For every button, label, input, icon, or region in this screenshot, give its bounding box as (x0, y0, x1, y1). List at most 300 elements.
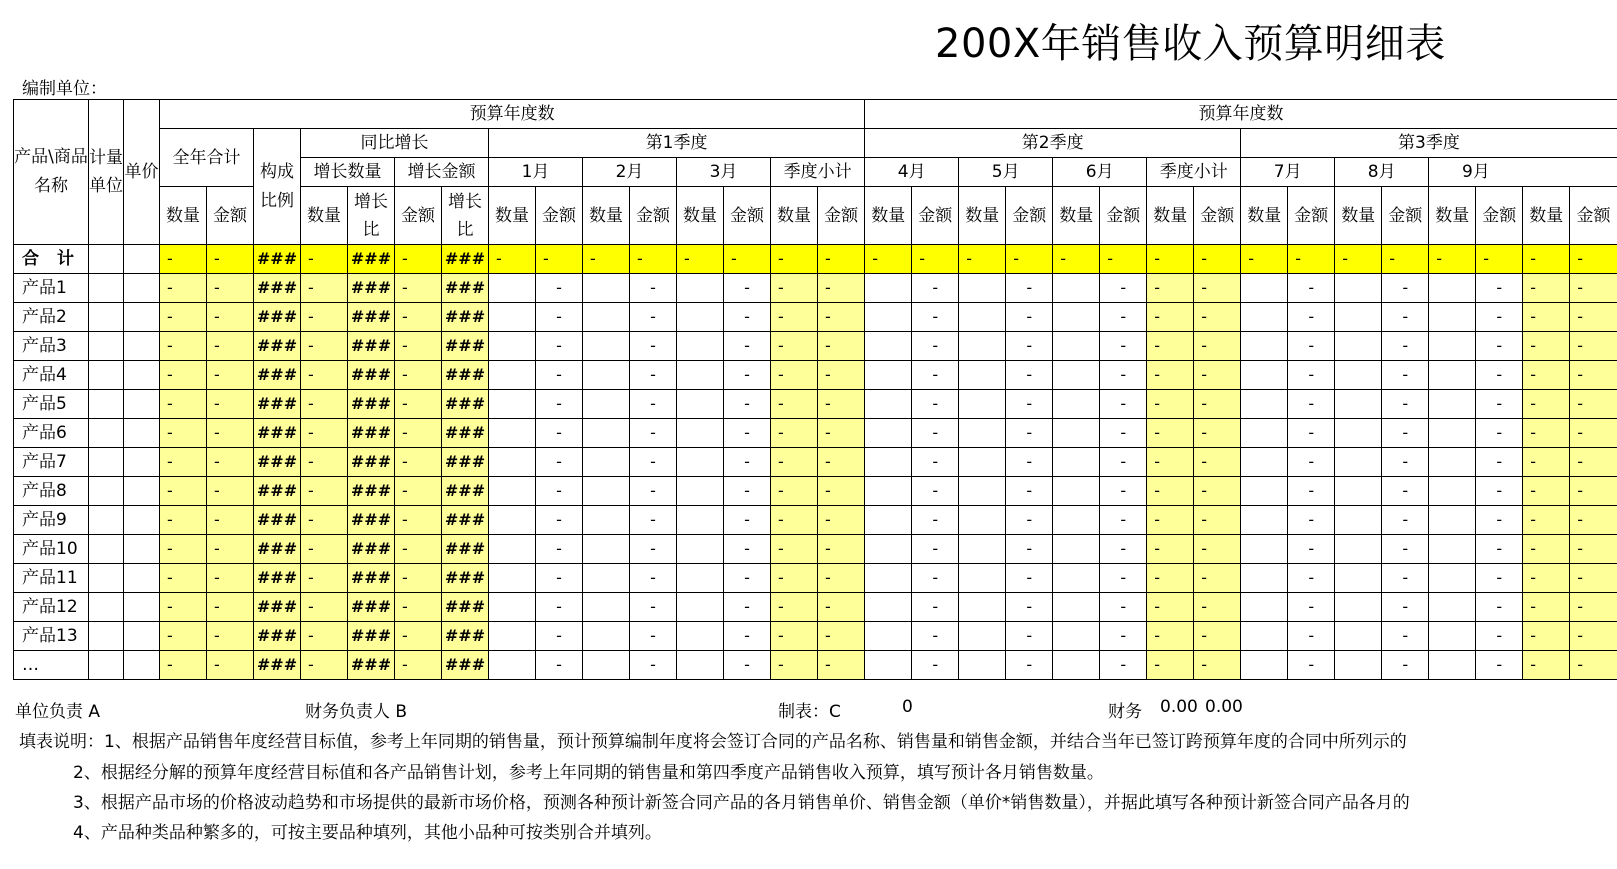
annual-amount-cell: - (207, 448, 254, 477)
subtotal-qty-cell: - (771, 622, 818, 651)
subtotal-amount-cell: - (1194, 390, 1241, 419)
growth-amount-sub-header: 金额 (395, 187, 442, 245)
month-amount-cell: - (1476, 419, 1523, 448)
month-amount-cell: - (1476, 361, 1523, 390)
product-name: 产品6 (14, 419, 89, 448)
month-qty-cell (1335, 651, 1382, 680)
growth-amount-ratio-cell: ### (442, 448, 489, 477)
growth-amount-cell: - (395, 622, 442, 651)
month-amount-cell: - (1476, 390, 1523, 419)
growth-qty-cell: - (301, 419, 348, 448)
month-amount-cell: - (536, 361, 583, 390)
unit-price-cell (124, 390, 160, 419)
month-amount-cell: - (912, 245, 959, 274)
month-qty-cell (489, 390, 536, 419)
composition-cell: ### (254, 564, 301, 593)
month-amount-cell: - (1006, 535, 1053, 564)
subtotal-amount-cell: - (818, 448, 865, 477)
annual-qty-cell: - (160, 274, 207, 303)
growth-amount-cell: - (395, 593, 442, 622)
growth-qty-sub-header: 数量 (301, 187, 348, 245)
month-qty-cell: - (489, 245, 536, 274)
growth-qty-cell: - (301, 506, 348, 535)
month-qty-cell (1335, 274, 1382, 303)
month-amount-cell: - (1288, 245, 1335, 274)
subtotal-qty-cell: - (1523, 245, 1570, 274)
month-amount-cell: - (1006, 390, 1053, 419)
period-amount-header: 金额 (724, 187, 771, 245)
month-2-header: 2月 (583, 158, 677, 187)
month-amount-cell: - (630, 390, 677, 419)
annual-amount-cell: - (207, 651, 254, 680)
month-qty-cell (1429, 593, 1476, 622)
growth-amount-ratio-cell: ### (442, 651, 489, 680)
subtotal-amount-cell: - (818, 390, 865, 419)
month-qty-cell (1241, 303, 1288, 332)
subtotal-qty-cell: - (1147, 477, 1194, 506)
month-amount-cell: - (1006, 448, 1053, 477)
subtotal-amount-cell: - (818, 477, 865, 506)
month-qty-cell (959, 477, 1006, 506)
month-amount-cell: - (630, 535, 677, 564)
subtotal-amount-cell: - (1570, 593, 1617, 622)
note-line-3: 3、根据产品市场的价格波动趋势和市场提供的最新市场价格，预测各种预计新签合同产品的各月销售单价、销售金额（单价*销售数量），并据此填写各种预计新签合同产品各月的 (73, 793, 1410, 813)
month-amount-cell: - (1288, 361, 1335, 390)
annual-qty-cell: - (160, 361, 207, 390)
annual-qty-cell: - (160, 303, 207, 332)
month-qty-cell (583, 361, 630, 390)
month-amount-cell: - (1382, 622, 1429, 651)
month-amount-cell: - (536, 593, 583, 622)
month-amount-cell: - (1476, 245, 1523, 274)
month-qty-cell (1429, 448, 1476, 477)
growth-qty-ratio-cell: ### (348, 274, 395, 303)
month-amount-cell: - (1476, 448, 1523, 477)
measure-unit-cell (89, 274, 124, 303)
month-amount-cell: - (1100, 390, 1147, 419)
month-qty-cell (959, 419, 1006, 448)
subtotal-amount-cell: - (1194, 651, 1241, 680)
product-name: 产品5 (14, 390, 89, 419)
unit-price-cell (124, 448, 160, 477)
month-amount-cell: - (912, 651, 959, 680)
unit-price-cell (124, 477, 160, 506)
annual-amount-cell: - (207, 535, 254, 564)
subtotal-amount-cell: - (818, 245, 865, 274)
month-amount-cell: - (1288, 477, 1335, 506)
month-qty-cell (1429, 361, 1476, 390)
note-line-4: 4、产品种类品种繁多的，可按主要品种填列，其他小品种可按类别合并填列。 (73, 823, 662, 843)
month-qty-cell (1335, 506, 1382, 535)
growth-amount-cell: - (395, 245, 442, 274)
subtotal-qty-cell: - (771, 564, 818, 593)
month-qty-cell (677, 622, 724, 651)
annual-qty-cell: - (160, 535, 207, 564)
budget-year-header-2: 预算年度数 (865, 100, 1617, 129)
month-amount-cell: - (1288, 448, 1335, 477)
growth-amount-ratio-cell: ### (442, 622, 489, 651)
month-amount-cell: - (536, 506, 583, 535)
month-qty-cell (489, 448, 536, 477)
subtotal-qty-cell: - (771, 651, 818, 680)
month-amount-cell: - (724, 564, 771, 593)
yoy-growth-header: 同比增长 (301, 129, 489, 158)
month-amount-cell: - (536, 564, 583, 593)
growth-amount-ratio-cell: ### (442, 245, 489, 274)
subtotal-amount-cell: - (1570, 361, 1617, 390)
month-qty-cell: - (1429, 245, 1476, 274)
subtotal-qty-cell: - (1523, 477, 1570, 506)
month-qty-cell (1335, 622, 1382, 651)
growth-qty-ratio-cell: ### (348, 506, 395, 535)
month-amount-cell: - (912, 390, 959, 419)
measure-unit-cell (89, 303, 124, 332)
subtotal-qty-cell: - (1523, 332, 1570, 361)
growth-qty-cell: - (301, 593, 348, 622)
subtotal-qty-cell: - (1147, 361, 1194, 390)
growth-amount-cell: - (395, 332, 442, 361)
month-amount-cell: - (1382, 477, 1429, 506)
month-1-header: 1月 (489, 158, 583, 187)
month-amount-cell: - (630, 564, 677, 593)
composition-cell: ### (254, 448, 301, 477)
annual-amount-cell: - (207, 506, 254, 535)
month-qty-cell (677, 477, 724, 506)
month-qty-cell (1429, 651, 1476, 680)
period-qty-header: 数量 (677, 187, 724, 245)
annual-qty-cell: - (160, 332, 207, 361)
month-qty-cell (1241, 622, 1288, 651)
product-name: 产品11 (14, 564, 89, 593)
month-qty-cell (1053, 564, 1100, 593)
month-amount-cell: - (1288, 390, 1335, 419)
prep-unit-label: 编制单位： (22, 79, 107, 99)
subtotal-qty-cell: - (1147, 535, 1194, 564)
month-qty-cell (1241, 535, 1288, 564)
subtotal-qty-cell: - (1147, 564, 1194, 593)
subtotal-amount-cell: - (1194, 564, 1241, 593)
month-amount-cell: - (724, 303, 771, 332)
table-row (14, 506, 1617, 535)
subtotal-qty-cell: - (771, 245, 818, 274)
month-qty-cell (583, 332, 630, 361)
month-amount-cell: - (630, 477, 677, 506)
table-row (14, 361, 1617, 390)
month-qty-cell: - (959, 245, 1006, 274)
period-qty-header: 数量 (1053, 187, 1100, 245)
growth-amount-ratio-cell: ### (442, 390, 489, 419)
composition-cell: ### (254, 332, 301, 361)
month-qty-cell (1241, 651, 1288, 680)
month-5-header: 5月 (959, 158, 1053, 187)
table-row (14, 332, 1617, 361)
month-qty-cell (489, 593, 536, 622)
measure-unit-cell (89, 535, 124, 564)
subtotal-amount-cell: - (1194, 535, 1241, 564)
month-qty-cell (1053, 535, 1100, 564)
subtotal-amount-cell: - (1570, 419, 1617, 448)
month-amount-cell: - (724, 477, 771, 506)
product-name: 产品3 (14, 332, 89, 361)
subtotal-amount-cell: - (1194, 274, 1241, 303)
period-amount-header: 金额 (1006, 187, 1053, 245)
month-amount-cell: - (630, 622, 677, 651)
month-amount-cell: - (1006, 361, 1053, 390)
month-amount-cell: - (724, 651, 771, 680)
month-amount-cell: - (1100, 274, 1147, 303)
note-line-2: 2、根据经分解的预算年度经营目标值和各产品销售计划，参考上年同期的销售量和第四季度产品销售收入预算，填写预计各月销售数量。 (73, 763, 1104, 783)
measure-unit-cell (89, 651, 124, 680)
month-amount-cell: - (536, 303, 583, 332)
finance-truncated-label: 财务 (1108, 702, 1142, 722)
month-qty-cell (583, 593, 630, 622)
month-amount-cell: - (1382, 448, 1429, 477)
month-amount-cell: - (536, 448, 583, 477)
growth-qty-cell: - (301, 448, 348, 477)
growth-qty-cell: - (301, 477, 348, 506)
table-row (14, 390, 1617, 419)
month-qty-cell (865, 448, 912, 477)
month-amount-cell: - (912, 419, 959, 448)
month-amount-cell: - (630, 303, 677, 332)
month-amount-cell: - (1476, 332, 1523, 361)
product-name: … (14, 651, 89, 680)
annual-amount-cell: - (207, 332, 254, 361)
month-qty-cell (1241, 332, 1288, 361)
month-qty-cell (1429, 332, 1476, 361)
subtotal-qty-cell: - (771, 419, 818, 448)
month-amount-cell: - (1382, 506, 1429, 535)
month-qty-cell (1429, 419, 1476, 448)
month-qty-cell (1241, 564, 1288, 593)
month-qty-cell (1053, 651, 1100, 680)
growth-amount-cell: - (395, 390, 442, 419)
month-qty-cell (865, 622, 912, 651)
growth-qty-cell: - (301, 303, 348, 332)
month-amount-cell: - (1006, 274, 1053, 303)
composition-cell: ### (254, 651, 301, 680)
month-qty-cell: - (1053, 245, 1100, 274)
growth-amount-ratio-cell: ### (442, 535, 489, 564)
month-amount-cell: - (724, 622, 771, 651)
total-row (14, 245, 1617, 274)
month-qty-cell: - (1335, 245, 1382, 274)
month-qty-cell (1053, 477, 1100, 506)
month-amount-cell: - (724, 274, 771, 303)
measure-unit-cell (89, 506, 124, 535)
month-qty-cell (677, 564, 724, 593)
composition-cell: ### (254, 506, 301, 535)
product-name: 产品2 (14, 303, 89, 332)
month-qty-cell (489, 419, 536, 448)
month-qty-cell (1053, 448, 1100, 477)
month-amount-cell: - (536, 419, 583, 448)
month-qty-cell (865, 506, 912, 535)
month-amount-cell: - (1476, 622, 1523, 651)
composition-cell: ### (254, 419, 301, 448)
month-amount-cell: - (1100, 419, 1147, 448)
period-amount-header: 金额 (1570, 187, 1617, 245)
composition-cell: ### (254, 303, 301, 332)
month-qty-cell: - (583, 245, 630, 274)
period-amount-header: 金额 (1476, 187, 1523, 245)
annual-qty-cell: - (160, 448, 207, 477)
growth-qty-ratio-cell: ### (348, 651, 395, 680)
annual-amount-cell: - (207, 622, 254, 651)
month-qty-cell (1241, 593, 1288, 622)
annual-amount-cell: - (207, 390, 254, 419)
product-name: 产品8 (14, 477, 89, 506)
month-qty-cell (959, 593, 1006, 622)
month-amount-cell: - (1006, 419, 1053, 448)
growth-qty-ratio-cell: ### (348, 593, 395, 622)
month-amount-cell: - (630, 651, 677, 680)
month-amount-cell: - (1100, 506, 1147, 535)
annual-amount-cell: - (207, 477, 254, 506)
growth-amount-cell: - (395, 506, 442, 535)
period-amount-header: 金额 (536, 187, 583, 245)
month-qty-cell (1241, 506, 1288, 535)
subtotal-qty-cell: - (771, 332, 818, 361)
month-qty-cell (489, 506, 536, 535)
month-amount-cell: - (1006, 245, 1053, 274)
month-qty-cell: - (1241, 245, 1288, 274)
month-qty-cell (677, 332, 724, 361)
month-amount-cell: - (724, 506, 771, 535)
period-amount-header: 金额 (1194, 187, 1241, 245)
table-row (14, 303, 1617, 332)
period-amount-header: 金额 (1288, 187, 1335, 245)
growth-qty-cell: - (301, 245, 348, 274)
table-row (14, 564, 1617, 593)
month-qty-cell (959, 361, 1006, 390)
subtotal-amount-cell: - (1570, 622, 1617, 651)
product-name: 产品12 (14, 593, 89, 622)
product-name-header: 产品\商品名称 (14, 100, 89, 245)
month-amount-cell: - (1476, 593, 1523, 622)
growth-qty-ratio-cell: ### (348, 332, 395, 361)
subtotal-amount-cell: - (818, 564, 865, 593)
subtotal-amount-cell: - (1570, 651, 1617, 680)
growth-qty-ratio-cell: ### (348, 477, 395, 506)
month-amount-cell: - (630, 593, 677, 622)
subtotal-amount-cell: - (818, 651, 865, 680)
period-amount-header: 金额 (630, 187, 677, 245)
month-amount-cell: - (1382, 593, 1429, 622)
month-amount-cell: - (724, 245, 771, 274)
page-title: 200X年销售收入预算明细表 (935, 21, 1446, 67)
annual-qty-cell: - (160, 419, 207, 448)
subtotal-qty-cell: - (1147, 390, 1194, 419)
annual-amount-cell: - (207, 593, 254, 622)
subtotal-amount-cell: - (1194, 622, 1241, 651)
unit-price-cell (124, 651, 160, 680)
month-amount-cell: - (724, 419, 771, 448)
subtotal-qty-cell: - (1523, 361, 1570, 390)
month-qty-cell (583, 506, 630, 535)
month-qty-cell (1053, 593, 1100, 622)
month-qty-cell (1053, 419, 1100, 448)
period-amount-header: 金额 (912, 187, 959, 245)
subtotal-qty-cell: - (1147, 506, 1194, 535)
subtotal-amount-cell: - (818, 419, 865, 448)
month-qty-cell (1241, 274, 1288, 303)
subtotal-amount-cell: - (818, 332, 865, 361)
month-qty-cell (583, 622, 630, 651)
month-qty-cell (677, 448, 724, 477)
subtotal-qty-cell: - (1523, 506, 1570, 535)
footer-value-2: 0.00 (1205, 697, 1243, 717)
month-qty-cell (1335, 390, 1382, 419)
subtotal-amount-cell: - (1570, 390, 1617, 419)
annual-qty-cell: - (160, 564, 207, 593)
month-amount-cell: - (1288, 535, 1335, 564)
composition-cell: ### (254, 361, 301, 390)
month-amount-cell: - (1100, 622, 1147, 651)
measure-unit-cell (89, 477, 124, 506)
subtotal-qty-cell: - (1523, 448, 1570, 477)
unit-price-cell (124, 564, 160, 593)
subtotal-qty-cell: - (1147, 419, 1194, 448)
month-qty-cell (489, 332, 536, 361)
month-amount-cell: - (1100, 535, 1147, 564)
unit-price-cell (124, 419, 160, 448)
subtotal-amount-cell: - (1570, 332, 1617, 361)
total-label: 合 计 (14, 245, 89, 274)
growth-qty-cell: - (301, 622, 348, 651)
month-amount-cell: - (1382, 274, 1429, 303)
subtotal-amount-cell: - (1570, 274, 1617, 303)
month-amount-cell: - (1382, 535, 1429, 564)
subtotal-qty-cell: - (771, 390, 818, 419)
month-amount-cell: - (1100, 564, 1147, 593)
month-qty-cell (489, 361, 536, 390)
month-qty-cell (1335, 419, 1382, 448)
annual-qty-cell: - (160, 390, 207, 419)
growth-amount-ratio-cell: ### (442, 564, 489, 593)
annual-qty-cell: - (160, 593, 207, 622)
unit-price-cell (124, 332, 160, 361)
subtotal-amount-cell: - (1570, 245, 1617, 274)
growth-amount-cell: - (395, 477, 442, 506)
unit-price-cell (124, 245, 160, 274)
month-qty-cell (1335, 477, 1382, 506)
month-qty-cell (1053, 274, 1100, 303)
subtotal-amount-cell: - (1194, 506, 1241, 535)
period-qty-header: 数量 (1241, 187, 1288, 245)
month-qty-cell (583, 448, 630, 477)
composition-header: 构成比例 (254, 129, 301, 245)
growth-qty-cell: - (301, 564, 348, 593)
growth-amount-cell: - (395, 651, 442, 680)
subtotal-qty-cell: - (1147, 332, 1194, 361)
subtotal-qty-cell: - (1523, 651, 1570, 680)
table-row (14, 419, 1617, 448)
growth-qty-ratio-cell: ### (348, 419, 395, 448)
month-qty-cell (1429, 564, 1476, 593)
month-qty-cell (489, 564, 536, 593)
growth-qty-ratio-cell: ### (348, 535, 395, 564)
measure-unit-cell (89, 448, 124, 477)
period-qty-header: 数量 (489, 187, 536, 245)
subtotal-qty-cell: - (1523, 564, 1570, 593)
month-qty-cell (583, 535, 630, 564)
month-8-header: 8月 (1335, 158, 1429, 187)
measure-unit-cell (89, 390, 124, 419)
month-qty-cell (677, 651, 724, 680)
month-amount-cell: - (1476, 564, 1523, 593)
growth-qty-ratio-cell: ### (348, 622, 395, 651)
